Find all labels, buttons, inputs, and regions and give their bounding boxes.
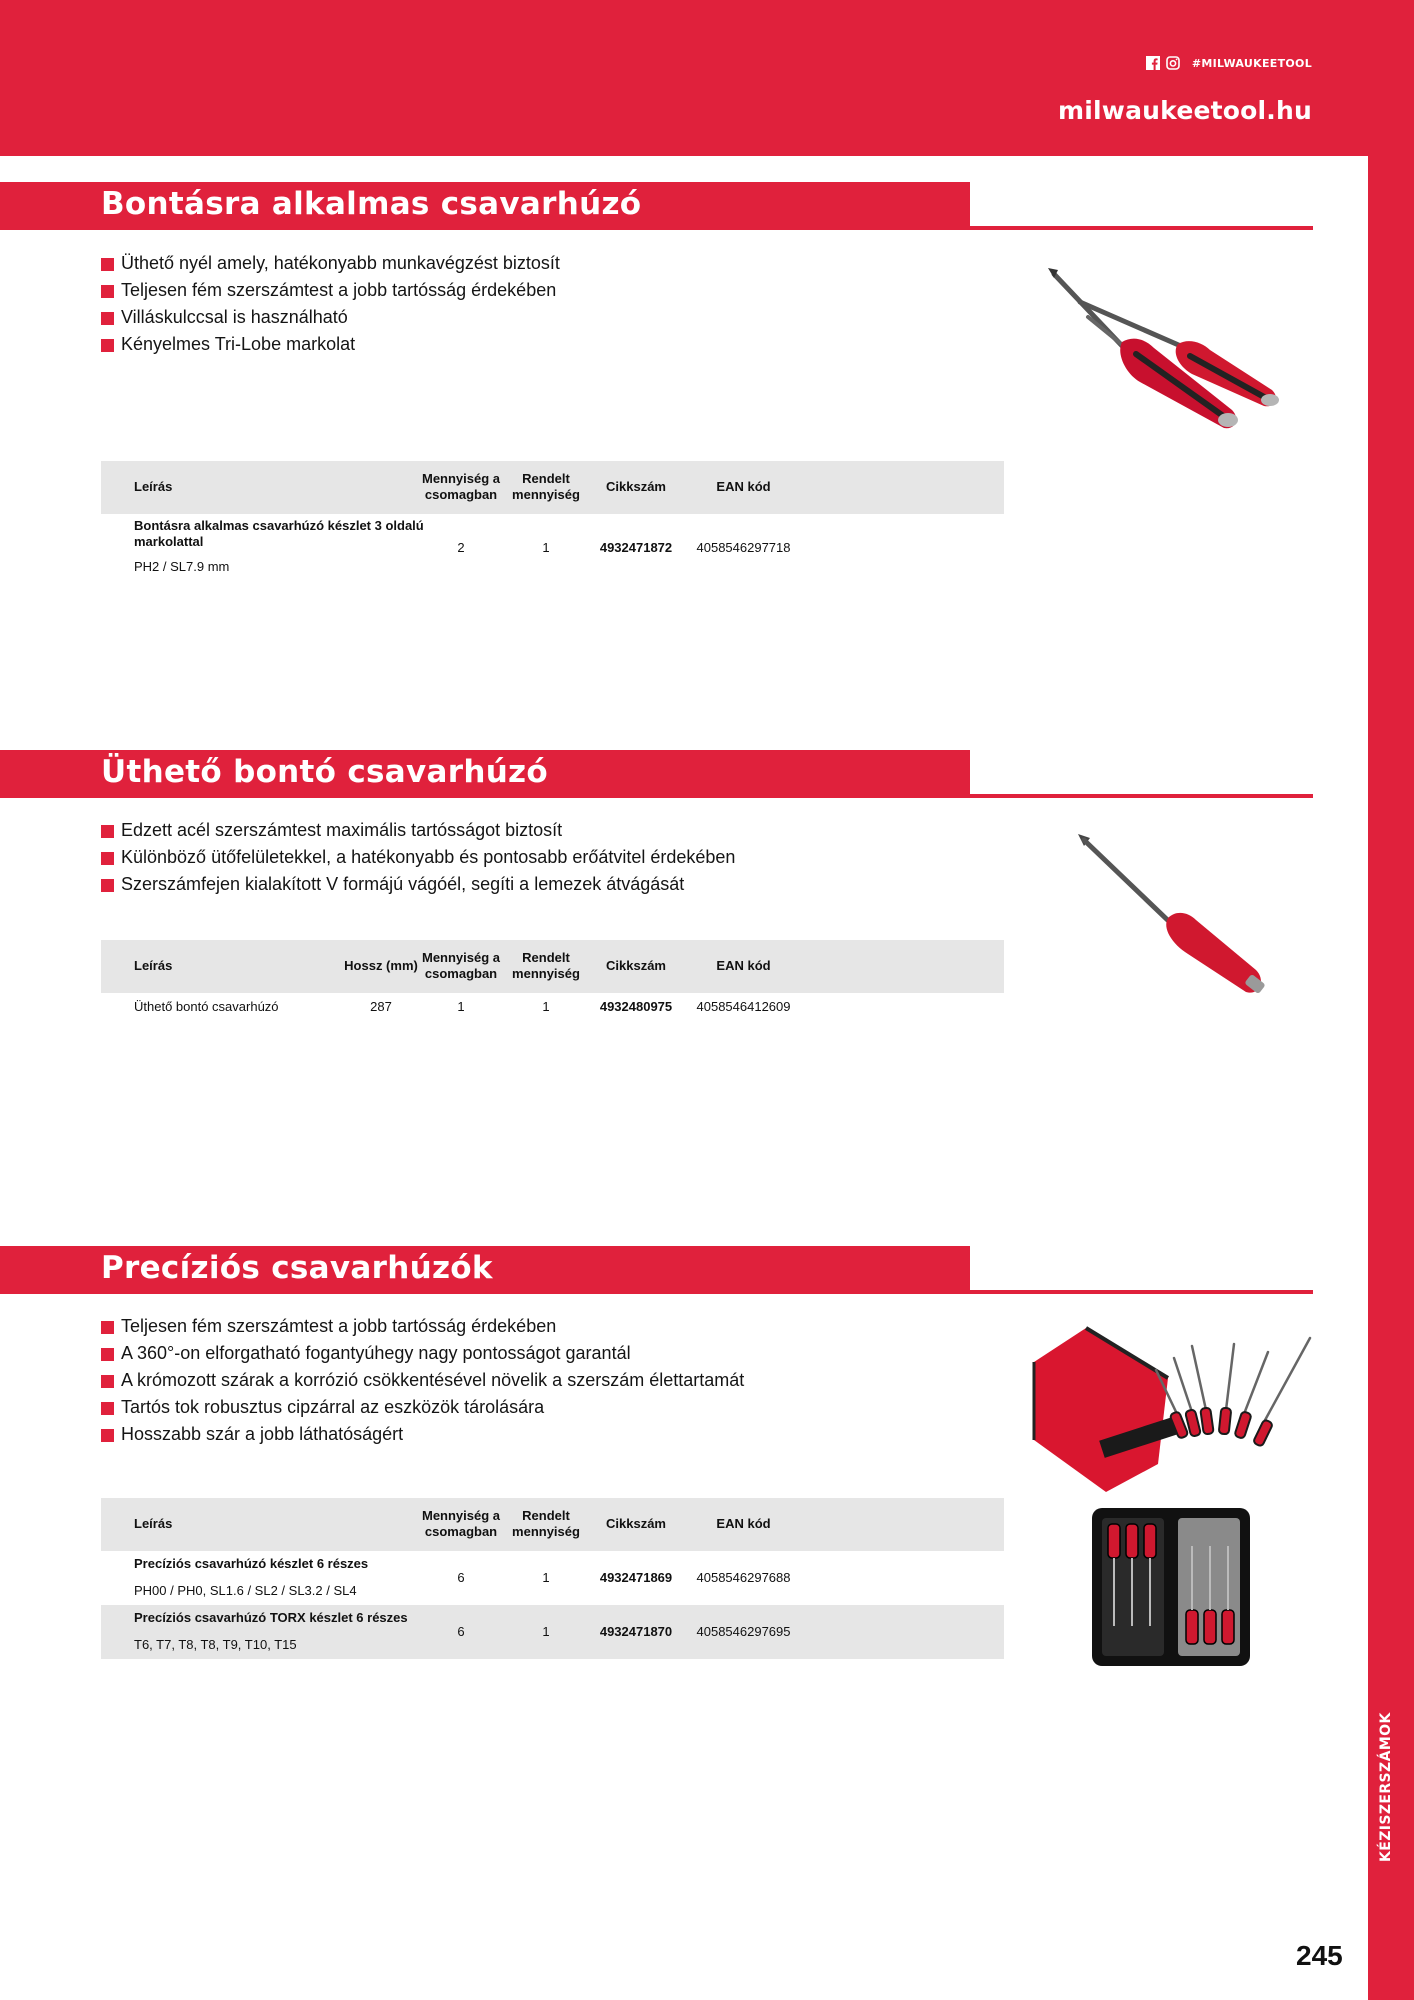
- side-category-label: KÉZISZERSZÁMOK: [1378, 1712, 1394, 1862]
- col-ean: EAN kód: [716, 479, 771, 494]
- feature-item: Üthető nyél amely, hatékonyabb munkavégzést biztosít: [101, 250, 560, 277]
- row-description: Precíziós csavarhúzó készlet 6 részes: [134, 1556, 369, 1571]
- feature-item: Különböző ütőfelületekkel, a hatékonyabb és pontosabb erőátvitel érdekében: [101, 844, 735, 871]
- feature-item: Tartós tok robusztus cipzárral az eszközök tárolására: [101, 1394, 744, 1421]
- feature-list: [101, 817, 735, 898]
- facebook-icon[interactable]: [1146, 56, 1160, 70]
- row-description: Bontásra alkalmas csavarhúzó készlet 3 oldalú markolattal: [134, 518, 424, 549]
- col-ean: EAN kód: [716, 958, 771, 973]
- row-spec: PH00 / PH0, SL1.6 / SL2 / SL3.2 / SL4: [134, 1583, 357, 1598]
- row-spec: T6, T7, T8, T8, T9, T10, T15: [134, 1637, 297, 1652]
- col-article: Cikkszám: [606, 479, 666, 494]
- col-qty-pack: Mennyiség a csomagban: [421, 1508, 501, 1539]
- row-qty-pack: 6: [457, 1624, 465, 1639]
- row-length: 287: [370, 999, 392, 1014]
- section-title: Bontásra alkalmas csavarhúzó: [101, 186, 642, 222]
- row-order-qty: 1: [542, 540, 550, 555]
- precision-set-open-case-image: [1090, 1506, 1252, 1668]
- col-description: Leírás: [134, 958, 173, 973]
- col-article: Cikkszám: [606, 958, 666, 973]
- row-article: 4932471870: [599, 1624, 673, 1639]
- col-ean: EAN kód: [716, 1516, 771, 1531]
- col-qty-pack: Mennyiség a csomagban: [421, 471, 501, 502]
- col-length: Hossz (mm): [344, 958, 418, 973]
- feature-list: [101, 250, 560, 358]
- website-url[interactable]: milwaukeetool.hu: [1058, 96, 1312, 125]
- feature-list: [101, 1313, 744, 1448]
- section-rule: [970, 1290, 1313, 1294]
- row-ean: 4058546412609: [696, 999, 791, 1014]
- table-header: [101, 940, 1004, 993]
- header-band: [0, 0, 1414, 156]
- table-header: [101, 461, 1004, 514]
- spec-table: [101, 940, 1004, 1023]
- row-article: 4932471872: [599, 540, 673, 555]
- row-ean: 4058546297688: [696, 1570, 791, 1585]
- feature-item: Kényelmes Tri-Lobe markolat: [101, 331, 560, 358]
- striking-screwdriver-image: [1060, 830, 1290, 1010]
- screwdriver-pair-image: [1040, 262, 1290, 432]
- table-row: [101, 1605, 1004, 1659]
- row-order-qty: 1: [542, 1624, 550, 1639]
- precision-set-pouch-image: [1028, 1324, 1318, 1494]
- row-article: 4932480975: [599, 999, 673, 1014]
- feature-item: A 360°-on elforgatható fogantyúhegy nagy pontosságot garantál: [101, 1340, 744, 1367]
- row-description: Üthető bontó csavarhúzó: [134, 999, 279, 1014]
- section-striking-screwdriver: [0, 750, 1368, 1050]
- col-article: Cikkszám: [606, 1516, 666, 1531]
- row-article: 4932471869: [599, 1570, 673, 1585]
- feature-item: A krómozott szárak a korrózió csökkentésével növelik a szerszám élettartamát: [101, 1367, 744, 1394]
- row-ean: 4058546297718: [696, 540, 791, 555]
- row-order-qty: 1: [542, 999, 550, 1014]
- feature-item: Teljesen fém szerszámtest a jobb tartósság érdekében: [101, 1313, 744, 1340]
- feature-item: Edzett acél szerszámtest maximális tartósságot biztosít: [101, 817, 735, 844]
- spec-table: [101, 461, 1004, 582]
- row-qty-pack: 2: [457, 540, 465, 555]
- col-order-qty: Rendelt mennyiség: [512, 950, 580, 981]
- row-qty-pack: 1: [457, 999, 465, 1014]
- section-rule: [970, 794, 1313, 798]
- row-description: Precíziós csavarhúzó TORX készlet 6 részes: [134, 1610, 408, 1625]
- section-demolition-screwdriver: [0, 182, 1368, 602]
- hashtag: #MILWAUKEETOOL: [1191, 56, 1312, 70]
- feature-item: Villáskulccsal is használható: [101, 304, 560, 331]
- row-ean: 4058546297695: [696, 1624, 791, 1639]
- feature-item: Hosszabb szár a jobb láthatóságért: [101, 1421, 744, 1448]
- col-order-qty: Rendelt mennyiség: [512, 471, 580, 502]
- social-links: [1146, 56, 1312, 70]
- col-qty-pack: Mennyiség a csomagban: [421, 950, 501, 981]
- feature-item: Szerszámfejen kialakított V formájú vágóél, segíti a lemezek átvágását: [101, 871, 735, 898]
- section-title: Precíziós csavarhúzók: [101, 1250, 493, 1286]
- table-header: [101, 1498, 1004, 1551]
- col-description: Leírás: [134, 479, 173, 494]
- instagram-icon[interactable]: [1166, 56, 1180, 70]
- page-number: 245: [1296, 1940, 1343, 1971]
- col-description: Leírás: [134, 1516, 173, 1531]
- table-row: [101, 1551, 1004, 1605]
- row-spec: PH2 / SL7.9 mm: [134, 559, 230, 574]
- feature-item: Teljesen fém szerszámtest a jobb tartósság érdekében: [101, 277, 560, 304]
- col-order-qty: Rendelt mennyiség: [512, 1508, 580, 1539]
- row-qty-pack: 6: [457, 1570, 465, 1585]
- spec-table: [101, 1498, 1004, 1659]
- row-order-qty: 1: [542, 1570, 550, 1585]
- table-row: [101, 993, 1004, 1023]
- table-row: [101, 514, 1004, 582]
- section-title: Üthető bontó csavarhúzó: [101, 754, 548, 790]
- section-precision-screwdrivers: [0, 1246, 1368, 1676]
- section-rule: [970, 226, 1313, 230]
